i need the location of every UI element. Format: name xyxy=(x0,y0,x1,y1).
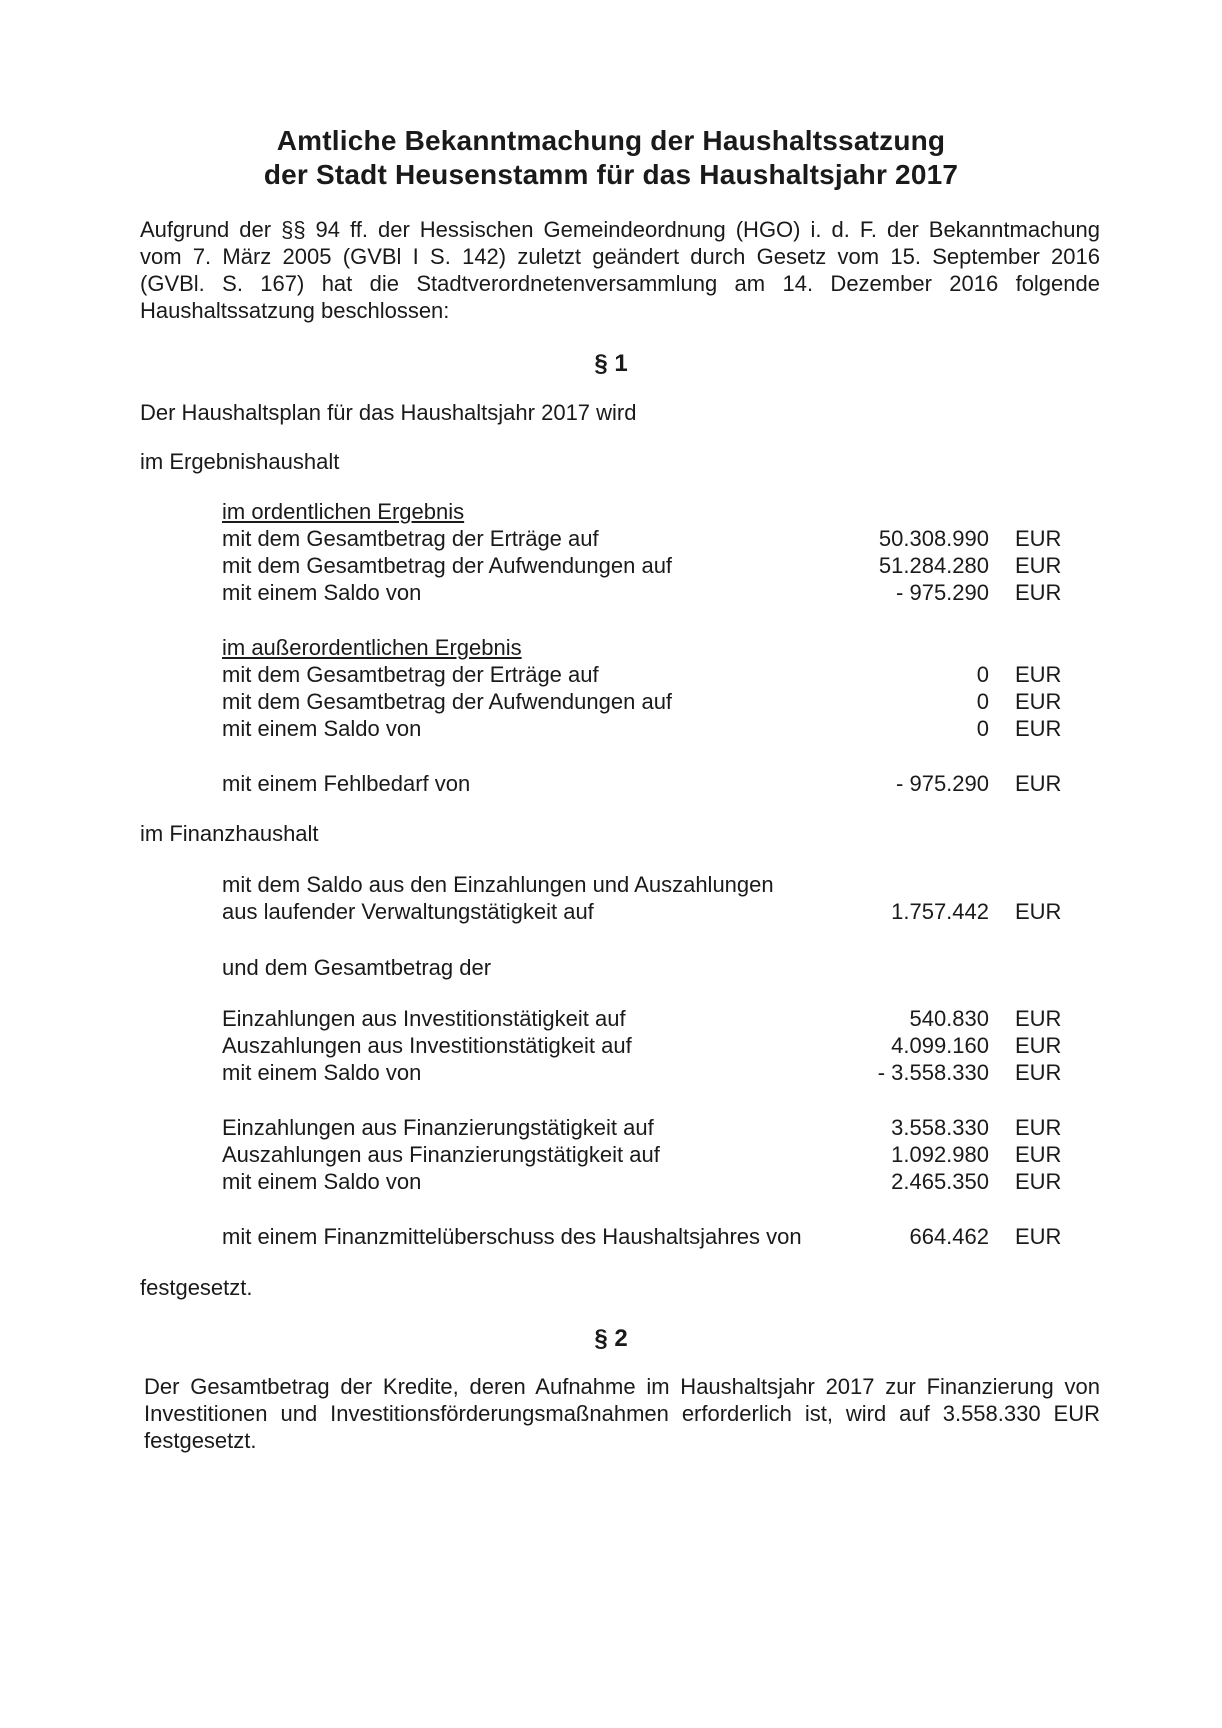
fehlbedarf-currency: EUR xyxy=(1015,771,1062,796)
intro-line: Haushaltssatzung beschlossen: xyxy=(140,298,450,323)
row-currency: EUR xyxy=(1015,716,1062,741)
row-label: Auszahlungen aus Investitionstätigkeit auf xyxy=(222,1033,632,1058)
row-label: Einzahlungen aus Investitionstätigkeit auf xyxy=(222,1006,626,1031)
row-label: mit dem Gesamtbetrag der Erträge auf xyxy=(222,526,599,551)
row-amount: 0 xyxy=(976,689,989,714)
row-amount: 2.465.350 xyxy=(891,1169,989,1194)
section-2-line: Investitionen und Investitionsförderungsmaßnahmen erforderlich ist, wird auf 3.558.330 EUR xyxy=(144,1401,1100,1426)
section-1-lead: Der Haushaltsplan für das Haushaltsjahr 2017 wird xyxy=(140,400,637,425)
verwaltung-label-line-2: aus laufender Verwaltungstätigkeit auf xyxy=(222,899,594,924)
fehlbedarf-amount: - 975.290 xyxy=(896,771,989,796)
row-amount: 50.308.990 xyxy=(878,526,989,551)
section-2-heading: § 2 xyxy=(594,1325,628,1352)
row-currency: EUR xyxy=(1015,1060,1062,1085)
section-1-heading: § 1 xyxy=(594,350,628,377)
row-label: mit einem Saldo von xyxy=(222,1169,422,1194)
ueberschuss-amount: 664.462 xyxy=(909,1224,989,1249)
row-currency: EUR xyxy=(1015,553,1062,578)
section-2-line: Der Gesamtbetrag der Kredite, deren Aufnahme im Haushaltsjahr 2017 zur Finanzierung von xyxy=(144,1374,1100,1399)
verwaltung-currency: EUR xyxy=(1015,899,1062,924)
document-title-line-1: Amtliche Bekanntmachung der Haushaltssatzung xyxy=(276,125,946,156)
row-amount: 0 xyxy=(976,716,989,741)
row-currency: EUR xyxy=(1015,689,1062,714)
row-currency: EUR xyxy=(1015,1169,1062,1194)
verwaltung-amount: 1.757.442 xyxy=(891,899,989,924)
row-amount: 0 xyxy=(976,662,989,687)
row-amount: - 975.290 xyxy=(896,580,989,605)
row-currency: EUR xyxy=(1015,662,1062,687)
row-label: Auszahlungen aus Finanzierungstätigkeit auf xyxy=(222,1142,660,1167)
row-label: mit dem Gesamtbetrag der Aufwendungen auf xyxy=(222,553,673,578)
row-label: Einzahlungen aus Finanzierungstätigkeit auf xyxy=(222,1115,654,1140)
row-label: mit einem Saldo von xyxy=(222,580,422,605)
row-currency: EUR xyxy=(1015,1033,1062,1058)
section-2-paragraph xyxy=(144,1373,1100,1454)
row-currency: EUR xyxy=(1015,1142,1062,1167)
row-label: mit einem Saldo von xyxy=(222,716,422,741)
gesamtbetrag-label: und dem Gesamtbetrag der xyxy=(222,955,492,980)
intro-line: (GVBl. S. 167) hat die Stadtverordnetenversammlung am 14. Dezember 2016 folgende xyxy=(140,271,1100,296)
ergebnishaushalt-label: im Ergebnishaushalt xyxy=(140,449,340,474)
row-label: mit dem Gesamtbetrag der Erträge auf xyxy=(222,662,599,687)
row-amount: 540.830 xyxy=(909,1006,989,1031)
ausserordentliches-ergebnis-heading: im außerordentlichen Ergebnis xyxy=(222,635,522,660)
finanzhaushalt-label: im Finanzhaushalt xyxy=(140,821,319,846)
ueberschuss-currency: EUR xyxy=(1015,1224,1062,1249)
row-amount: 3.558.330 xyxy=(891,1115,989,1140)
row-currency: EUR xyxy=(1015,580,1062,605)
row-label: mit dem Gesamtbetrag der Aufwendungen auf xyxy=(222,689,673,714)
intro-line: Aufgrund der §§ 94 ff. der Hessischen Gemeindeordnung (HGO) i. d. F. der Bekanntmachung xyxy=(140,217,1100,242)
verwaltung-label-line-1: mit dem Saldo aus den Einzahlungen und Auszahlungen xyxy=(222,872,774,897)
intro-paragraph xyxy=(140,216,1100,324)
row-currency: EUR xyxy=(1015,526,1062,551)
row-currency: EUR xyxy=(1015,1115,1062,1140)
row-amount: 4.099.160 xyxy=(891,1033,989,1058)
ueberschuss-label: mit einem Finanzmittelüberschuss des Haushaltsjahres von xyxy=(222,1224,802,1249)
fehlbedarf-label: mit einem Fehlbedarf von xyxy=(222,771,471,796)
row-label: mit einem Saldo von xyxy=(222,1060,422,1085)
row-currency: EUR xyxy=(1015,1006,1062,1031)
document-title-line-2: der Stadt Heusenstamm für das Haushaltsjahr 2017 xyxy=(263,159,959,190)
row-amount: 51.284.280 xyxy=(878,553,989,578)
section-2-line: festgesetzt. xyxy=(144,1428,257,1453)
intro-line: vom 7. März 2005 (GVBl I S. 142) zuletzt geändert durch Gesetz vom 15. September 2016 xyxy=(140,244,1100,269)
section-1-closing: festgesetzt. xyxy=(140,1275,253,1300)
row-amount: - 3.558.330 xyxy=(877,1060,989,1085)
row-amount: 1.092.980 xyxy=(891,1142,989,1167)
ordentliches-ergebnis-heading: im ordentlichen Ergebnis xyxy=(222,499,465,524)
